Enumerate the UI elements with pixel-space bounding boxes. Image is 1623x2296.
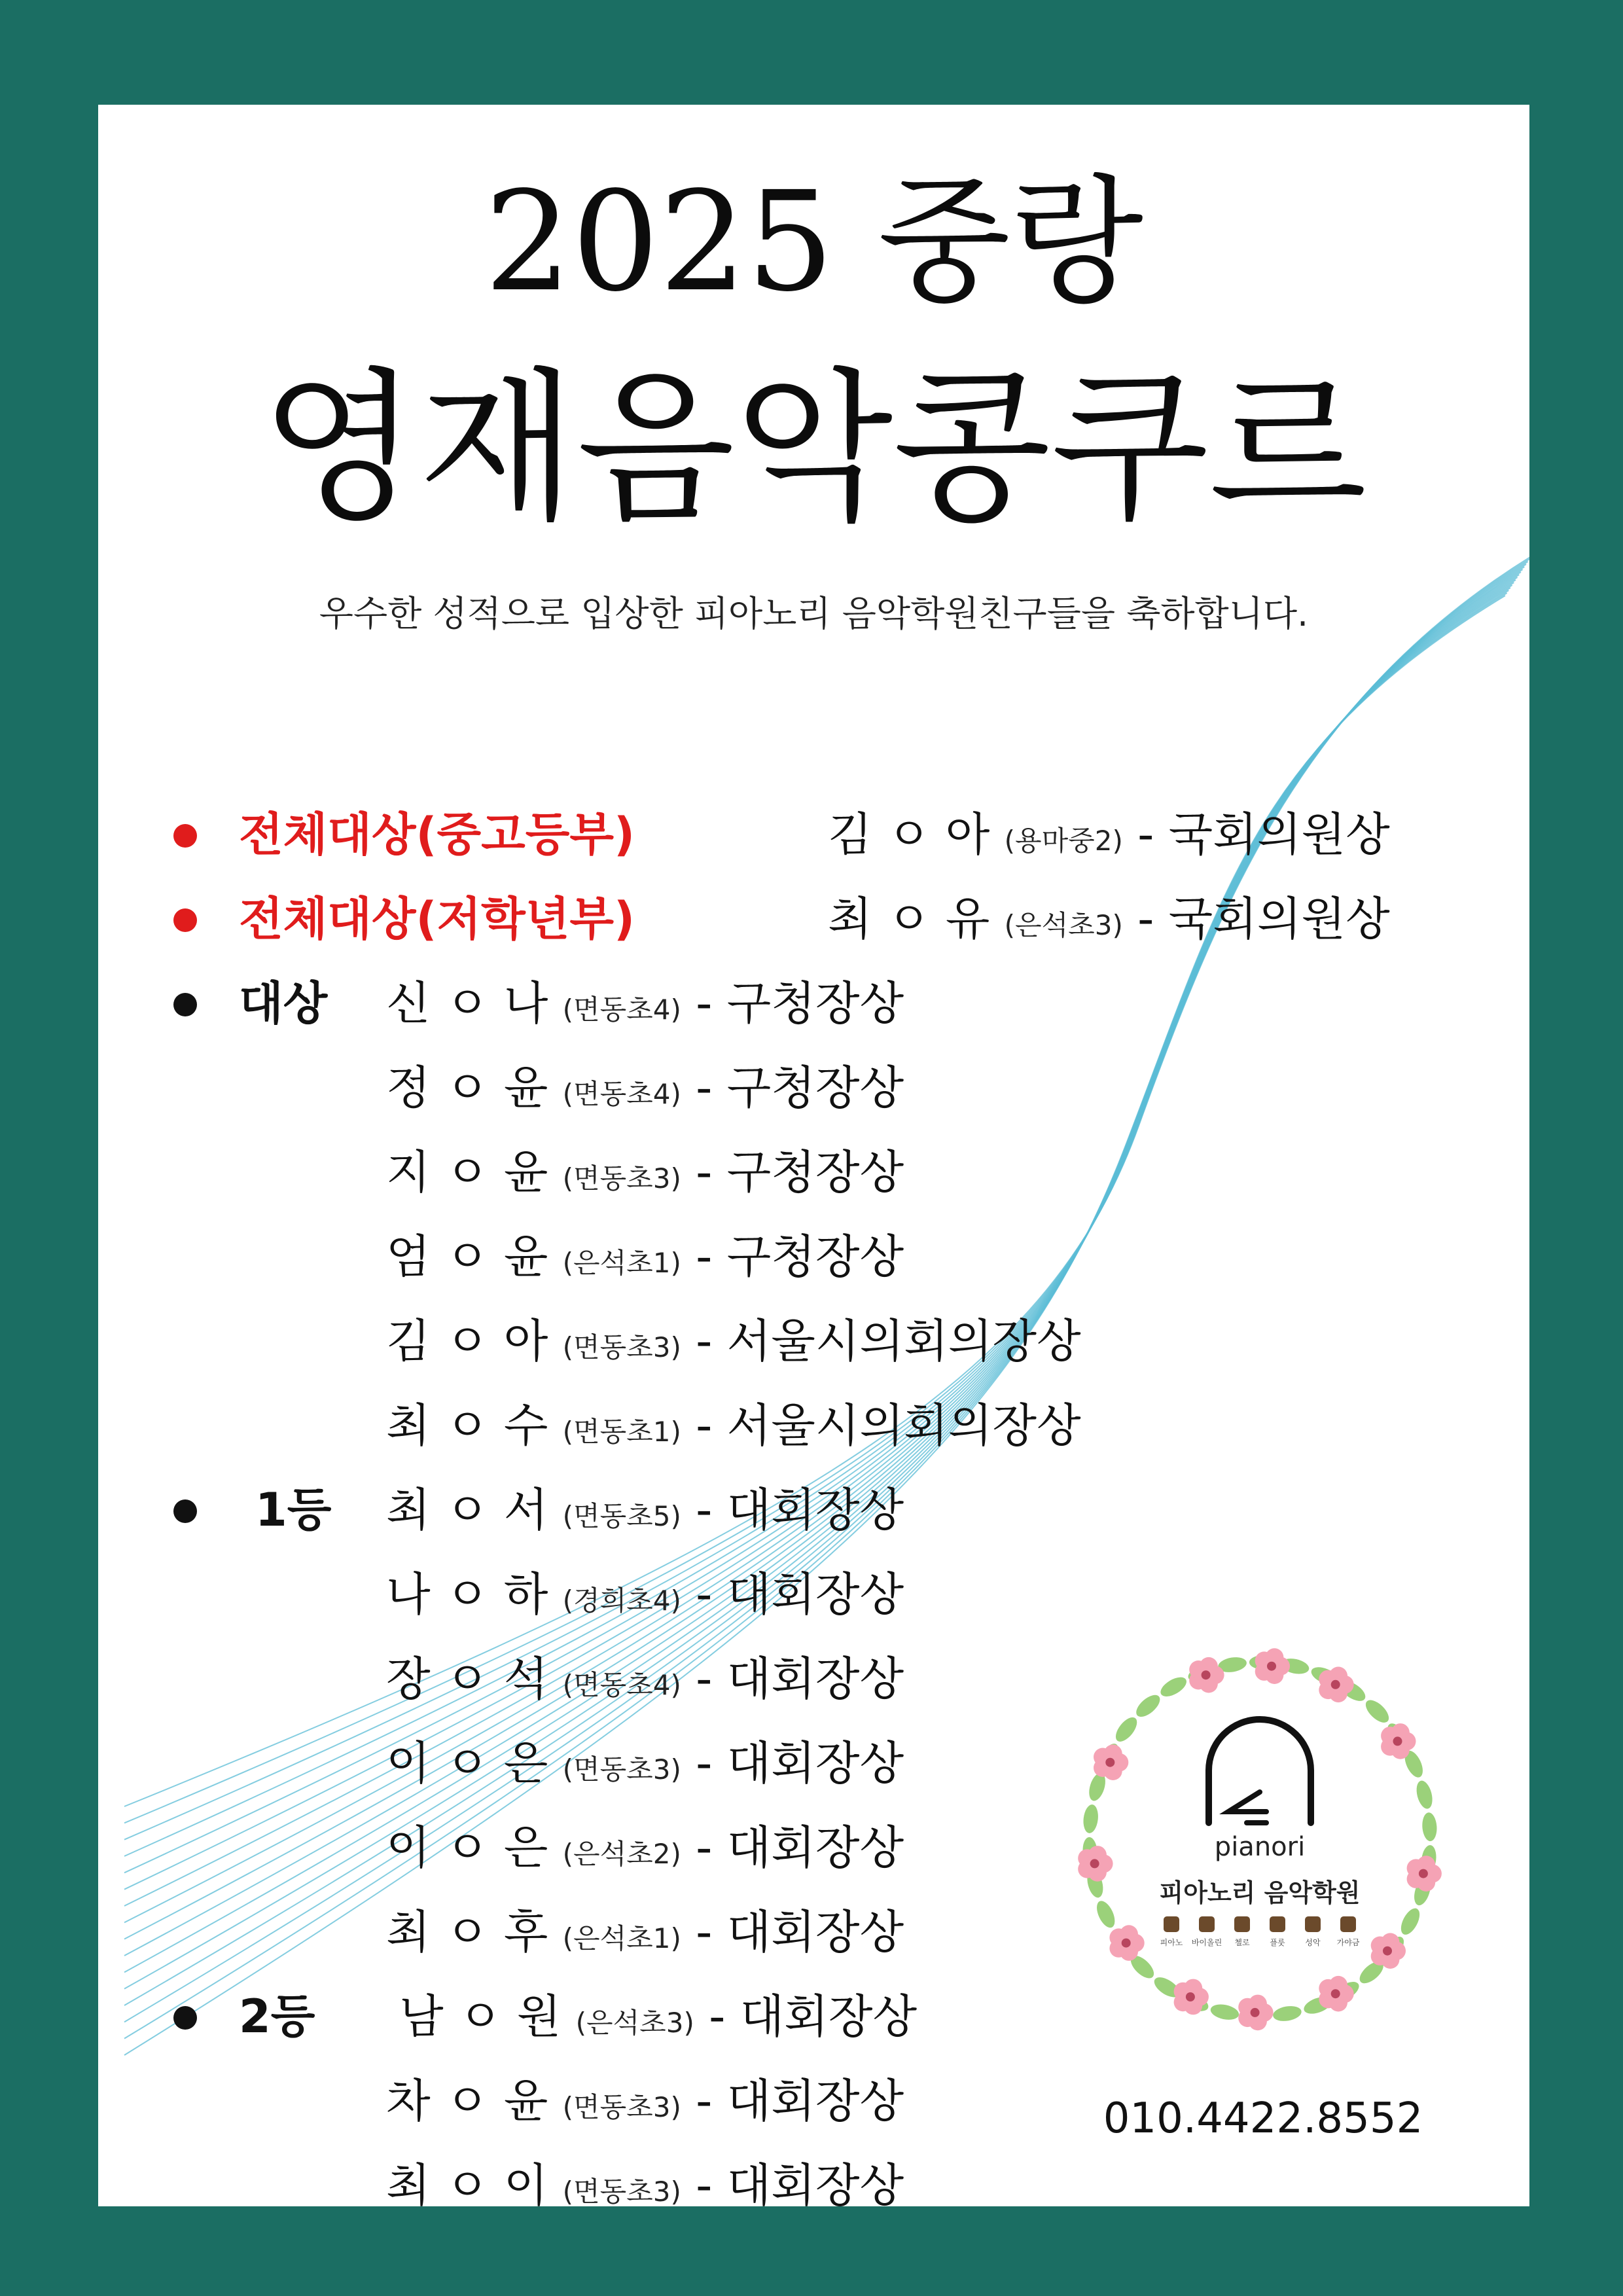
- leaf-icon: [1362, 1696, 1393, 1727]
- bullet-icon: [173, 2006, 197, 2030]
- leaf-icon: [1272, 2004, 1302, 2023]
- bullet-icon: [173, 824, 197, 848]
- instrument-label: 가야금: [1336, 1938, 1360, 1947]
- prize-name: - 대회장상: [696, 1652, 904, 1706]
- winner-school: (용마중2): [1004, 825, 1123, 857]
- award-category: 2등: [239, 1990, 315, 2043]
- winner-name: 남 ㅇ 원: [399, 1990, 562, 2043]
- instrument-icon: [1305, 1916, 1321, 1932]
- award-entry: [386, 1555, 904, 1640]
- winner-school: (은석초3): [1004, 909, 1123, 941]
- flower-icon: [1078, 1846, 1113, 1882]
- award-entry: [399, 1977, 917, 2062]
- winner-school: (면동초3): [562, 1753, 681, 1785]
- winner-school: (면동초5): [562, 1500, 681, 1532]
- winner-name: 최 ㅇ 유: [828, 892, 990, 946]
- logo-wordmark: pianori: [1214, 1832, 1306, 1862]
- prize-name: - 서울시의회의장상: [696, 1399, 1081, 1452]
- prize-name: - 대회장상: [709, 1990, 918, 2043]
- winner-name: 장 ㅇ 석: [386, 1652, 548, 1706]
- winner-school: (은석초3): [575, 2007, 694, 2039]
- winner-school: (면동초4): [562, 1669, 681, 1701]
- winner-name: 이 ㅇ 은: [386, 1821, 548, 1874]
- leaf-icon: [1082, 1804, 1099, 1834]
- leaf-icon: [1093, 1898, 1118, 1930]
- winner-school: (면동초1): [562, 1416, 681, 1448]
- leaf-icon: [1132, 1691, 1164, 1721]
- prize-name: - 국회의원상: [1137, 892, 1390, 946]
- award-entry: [386, 1893, 904, 1978]
- award-category: 대상: [239, 977, 328, 1030]
- title-year: 2025: [484, 162, 834, 322]
- prize-name: - 대회장상: [696, 1905, 904, 1959]
- winner-school: (면동초3): [562, 1331, 681, 1363]
- flower-icon: [1407, 1856, 1442, 1892]
- award-entry: [386, 1808, 904, 1893]
- title-line-2: 영재음악콩쿠르: [260, 353, 1367, 543]
- award-entry: [386, 1386, 1081, 1471]
- winner-school: (면동초3): [562, 1162, 681, 1194]
- instrument-label: 첼로: [1234, 1938, 1250, 1947]
- winner-name: 김 ㅇ 아: [828, 808, 990, 861]
- winner-name: 최 ㅇ 후: [386, 1905, 548, 1959]
- flower-icon: [1238, 1995, 1273, 2031]
- winner-school: (면동초4): [562, 1078, 681, 1110]
- winner-school: (면동초3): [562, 2176, 681, 2206]
- winner-name: 나 ㅇ 하: [386, 1568, 548, 1621]
- award-category: 전체대상(중고등부): [239, 808, 635, 861]
- subtitle: 우수한 성적으로 입상한 피아노리 음악학원친구들을 축하합니다.: [319, 593, 1309, 634]
- award-entry: [386, 2062, 904, 2147]
- award-entry: [386, 1217, 904, 1302]
- instrument-icon: [1340, 1916, 1356, 1932]
- instrument-label: 피아노: [1160, 1938, 1183, 1947]
- winner-school: (면동초4): [562, 994, 681, 1026]
- prize-name: - 대회장상: [696, 1821, 904, 1874]
- winner-school: (은석초1): [562, 1247, 681, 1279]
- instrument-icon: [1270, 1916, 1285, 1932]
- prize-name: - 대회장상: [696, 2159, 904, 2206]
- winner-name: 최 ㅇ 이: [386, 2159, 548, 2206]
- instrument-label: 바이올린: [1191, 1938, 1222, 1947]
- award-category: 전체대상(저학년부): [239, 892, 635, 946]
- award-category: 1등: [255, 1483, 332, 1537]
- winner-name: 엄 ㅇ 윤: [386, 1230, 548, 1283]
- prize-name: - 구청장상: [696, 1145, 904, 1199]
- instrument-label: 성악: [1305, 1938, 1321, 1947]
- poster: [98, 105, 1529, 2206]
- award-entry: [386, 1302, 1081, 1387]
- winner-name: 신 ㅇ 나: [386, 977, 548, 1030]
- instrument-icon: [1234, 1916, 1250, 1932]
- title-line-1: [98, 157, 1529, 327]
- prize-name: - 대회장상: [696, 2074, 904, 2128]
- award-entry: [828, 795, 1390, 880]
- flower-icon: [1189, 1657, 1224, 1693]
- winner-name: 최 ㅇ 서: [386, 1483, 548, 1537]
- flower-icon: [1319, 1667, 1353, 1703]
- leaf-icon: [1421, 1812, 1438, 1841]
- leaf-icon: [1112, 1713, 1141, 1745]
- flower-icon: [1094, 1744, 1128, 1780]
- flower-icon: [1255, 1648, 1290, 1684]
- bullet-icon: [173, 993, 197, 1016]
- prize-name: - 대회장상: [696, 1483, 904, 1537]
- prize-name: - 국회의원상: [1137, 808, 1390, 861]
- instrument-icon: [1164, 1916, 1179, 1932]
- winner-name: 최 ㅇ 수: [386, 1399, 548, 1452]
- leaf-icon: [1209, 2002, 1241, 2022]
- piano-arch-icon: [1209, 1719, 1311, 1823]
- prize-name: - 대회장상: [696, 1736, 904, 1790]
- leaf-icon: [1158, 1674, 1190, 1700]
- instrument-icons: [1160, 1916, 1360, 1947]
- academy-logo: [1057, 1643, 1463, 2088]
- award-entry: [828, 880, 1390, 965]
- winner-school: (면동초3): [562, 2091, 681, 2123]
- bullet-icon: [173, 908, 197, 932]
- prize-name: - 구청장상: [696, 1230, 904, 1283]
- flower-icon: [1109, 1925, 1144, 1961]
- winner-name: 이 ㅇ 은: [386, 1736, 548, 1790]
- phone-number: 010.4422.8552: [1103, 2094, 1423, 2143]
- winner-name: 차 ㅇ 윤: [386, 2074, 548, 2128]
- instrument-label: 플룻: [1270, 1938, 1285, 1947]
- award-entry: [386, 1640, 904, 1725]
- prize-name: - 구청장상: [696, 977, 904, 1030]
- winner-name: 지 ㅇ 윤: [386, 1145, 548, 1199]
- prize-name: - 구청장상: [696, 1061, 904, 1115]
- bullet-icon: [173, 1499, 197, 1523]
- prize-name: - 대회장상: [696, 1568, 904, 1621]
- award-entry: [386, 1471, 904, 1556]
- award-entry: [386, 1133, 904, 1218]
- award-entry: [386, 1049, 904, 1134]
- award-entry: [386, 964, 904, 1049]
- piano-lid-icon: [1228, 1792, 1266, 1823]
- winner-school: (은석초1): [562, 1922, 681, 1954]
- instrument-icon: [1199, 1916, 1215, 1932]
- award-entry: [386, 2146, 904, 2206]
- leaf-icon: [1397, 1905, 1423, 1937]
- winner-school: (경희초4): [562, 1585, 681, 1617]
- leaf-icon: [1414, 1779, 1435, 1810]
- title-line1-text: 중랑: [878, 162, 1143, 322]
- flower-icon: [1319, 1976, 1353, 2012]
- winner-name: 정 ㅇ 윤: [386, 1061, 548, 1115]
- logo-academy-name: 피아노리 음악학원: [1159, 1878, 1361, 1907]
- winner-school: (은석초2): [562, 1838, 681, 1870]
- prize-name: - 서울시의회의장상: [696, 1314, 1081, 1368]
- award-entry: [386, 1724, 904, 1809]
- winner-name: 김 ㅇ 아: [386, 1314, 548, 1368]
